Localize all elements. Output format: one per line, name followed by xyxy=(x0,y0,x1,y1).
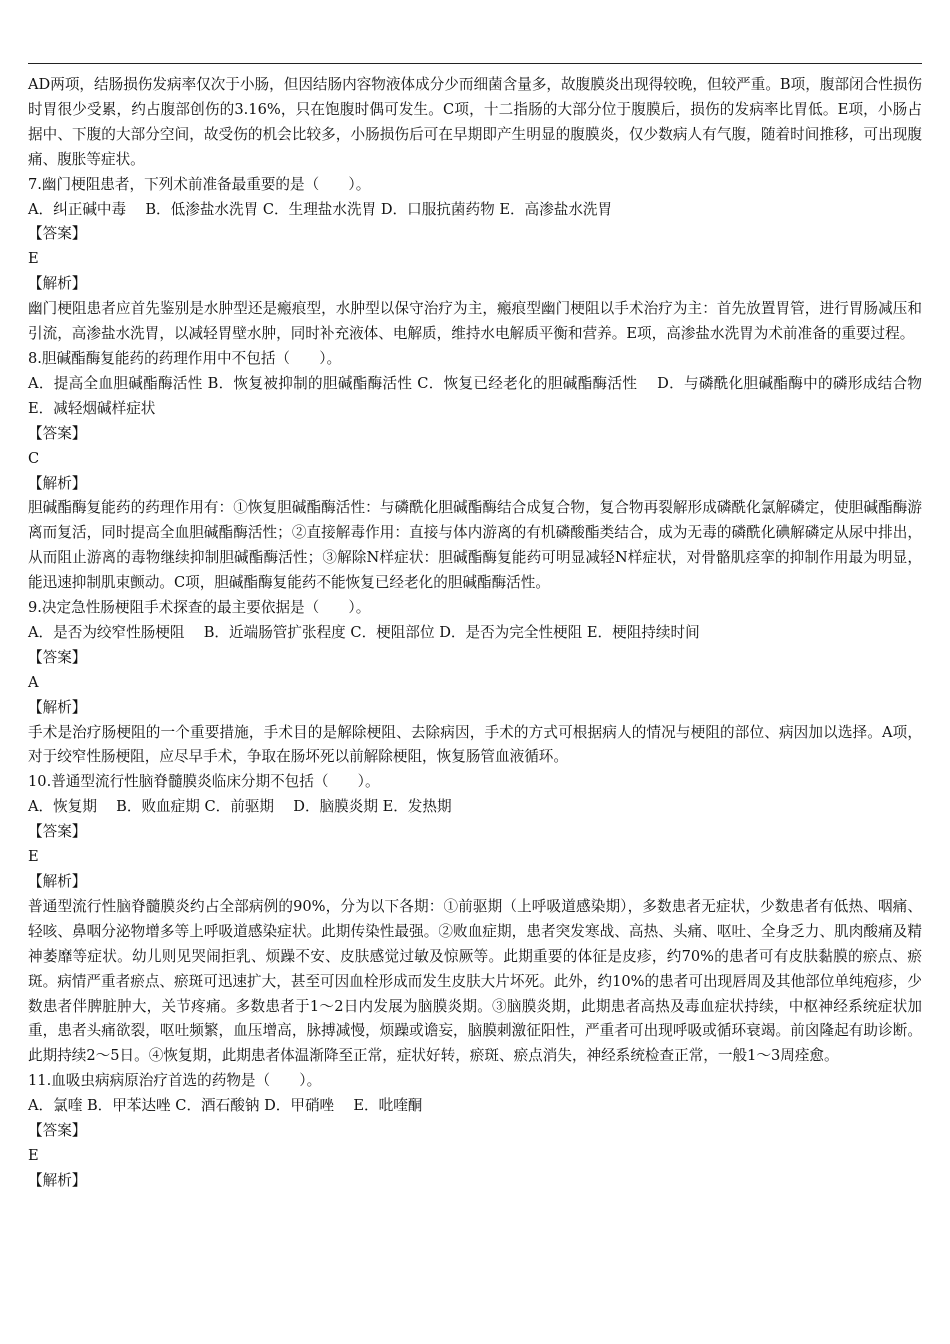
question-10-options: A．恢复期 B．败血症期 C．前驱期 D．脑膜炎期 E．发热期 xyxy=(28,798,452,816)
question-10-answer-label: 【答案】 xyxy=(28,823,87,841)
question-8-answer-label: 【答案】 xyxy=(28,424,87,442)
question-11-analysis-label: 【解析】 xyxy=(28,1171,87,1189)
intro-paragraph: AD两项，结肠损伤发病率仅次于小肠，但因结肠内容物液体成分少而细菌含量多，故腹膜炎出现得较晚，但较严重。B项，腹部闭合性损伤时胃很少受累，约占腹部创伤的3.16%，只在饱腹时偶可发生。C项，十二指肠的大部分位于腹膜后，损伤的发病率比胃低。E项，小肠占据中、下腹的大部分空间，故受伤的机会比较多，小肠损伤后可在早期即产生明显的腹膜炎，仅少数病人有气腹，随着时间推移，可出现腹痛、腹胀等症状。 xyxy=(28,76,923,168)
question-9-options: A．是否为绞窄性肠梗阻 B．近端肠管扩张程度 C．梗阻部位 D．是否为完全性梗阻 E．梗阻持续时间 xyxy=(28,623,700,641)
question-7-options: A．纠正碱中毒 B．低渗盐水洗胃 C．生理盐水洗胃 D．口服抗菌药物 E．高渗盐水洗胃 xyxy=(28,200,613,218)
question-7-analysis-label: 【解析】 xyxy=(28,275,87,293)
question-11-answer: E xyxy=(28,1146,39,1164)
question-7-answer-label: 【答案】 xyxy=(28,225,87,243)
question-7-answer: E xyxy=(28,250,39,268)
question-9-stem: 9.决定急性肠梗阻手术探查的最主要依据是（ ）。 xyxy=(28,599,371,617)
question-8-analysis-label: 【解析】 xyxy=(28,474,87,492)
question-9-analysis: 手术是治疗肠梗阻的一个重要措施，手术目的是解除梗阻、去除病因，手术的方式可根据病人的情况与梗阻的部位、病因加以选择。A项，对于绞窄性肠梗阻，应尽早手术，争取在肠坏死以前解除梗阻，恢复肠管血液循环。 xyxy=(28,723,922,766)
question-9-analysis-label: 【解析】 xyxy=(28,698,87,716)
question-10-stem: 10.普通型流行性脑脊髓膜炎临床分期不包括（ ）。 xyxy=(28,773,380,791)
header-rule xyxy=(28,63,922,64)
question-11-options: A．氯喹 B．甲苯达唑 C．酒石酸钠 D．甲硝唑 E．吡喹酮 xyxy=(28,1097,423,1115)
question-9-answer: A xyxy=(28,673,39,691)
question-7-analysis: 幽门梗阻患者应首先鉴别是水肿型还是瘢痕型，水肿型以保守治疗为主，瘢痕型幽门梗阻以手术治疗为主：首先放置胃管，进行胃肠减压和引流，高渗盐水洗胃，以减轻胃壁水肿，同时补充液体、电解质，维持水电解质平衡和营养。E项，高渗盐水洗胃为术前准备的重要过程。 xyxy=(28,300,922,343)
question-7-stem: 7.幽门梗阻患者，下列术前准备最重要的是（ ）。 xyxy=(28,175,371,193)
question-10-analysis-label: 【解析】 xyxy=(28,873,87,890)
question-10-answer: E xyxy=(28,848,39,866)
document-body xyxy=(28,73,937,1194)
question-8-options: A．提高全血胆碱酯酶活性 B．恢复被抑制的胆碱酯酶活性 C．恢复已经老化的胆碱酯酶活性 D．与磷酰化胆碱酯酶中的磷形成结合物 E．减轻烟碱样症状 xyxy=(28,374,937,417)
question-9-answer-label: 【答案】 xyxy=(28,648,87,666)
question-11-stem: 11.血吸虫病病原治疗首选的药物是（ ）。 xyxy=(28,1072,322,1090)
question-8-stem: 8.胆碱酯酶复能药的药理作用中不包括（ ）。 xyxy=(28,349,342,367)
question-10-analysis: 普通型流行性脑脊髓膜炎约占全部病例的90%，分为以下各期：①前驱期（上呼吸道感染期），多数患者无症状，少数患者有低热、咽痛、轻咳、鼻咽分泌物增多等上呼吸道感染症状。此期传染性最强。②败血症期，患者突发寒战、高热、头痛、呕吐、全身乏力、肌肉酸痛及精神萎靡等症状。幼儿则见哭闹拒乳、烦躁不安、皮肤感觉过敏及惊厥等。此期重要的体征是皮疹，约70%的患者可有皮肤黏膜的瘀点、瘀斑。病情严重者瘀点、瘀斑可迅速扩大，甚至可因血栓形成而发生皮肤大片坏死。此外，约10%的患者可出现唇周及其他部位单纯疱疹，少数患者伴脾脏肿大，关节疼痛。多数患者于1～2日内发展为脑膜炎期。③脑膜炎期，此期患者高热及毒血症状持续，中枢神经系统症状加重，患者头痛欲裂，呕吐频繁，血压增高，脉搏减慢，烦躁或谵妄，脑膜刺激征阳性，严重者可出现呼吸或循环衰竭。前囟隆起有助诊断。此期持续2～5日。④恢复期，此期患者体温渐降至正常，症状好转，瘀斑、瘀点消失，神经系统检查正常，一般1～3周痊愈。 xyxy=(28,897,922,1065)
question-11-answer-label: 【答案】 xyxy=(28,1122,87,1140)
question-8-answer: C xyxy=(28,449,40,467)
question-8-analysis: 胆碱酯酶复能药的药理作用有：①恢复胆碱酯酶活性：与磷酰化胆碱酯酶结合成复合物，复合物再裂解形成磷酰化氯解磷定，使胆碱酯酶游离而复活，同时提高全血胆碱酯酶活性；②直接解毒作用：直接与体内游离的有机磷酸酯类结合，成为无毒的磷酰化碘解磷定从尿中排出，从而阻止游离的毒物继续抑制胆碱酯酶活性；③解除N样症状：胆碱酯酶复能药可明显减轻N样症状，对骨骼肌痉挛的抑制作用最为明显，能迅速抑制肌束颤动。C项，胆碱酯酶复能药不能恢复已经老化的胆碱酯酶活性。 xyxy=(28,499,922,592)
